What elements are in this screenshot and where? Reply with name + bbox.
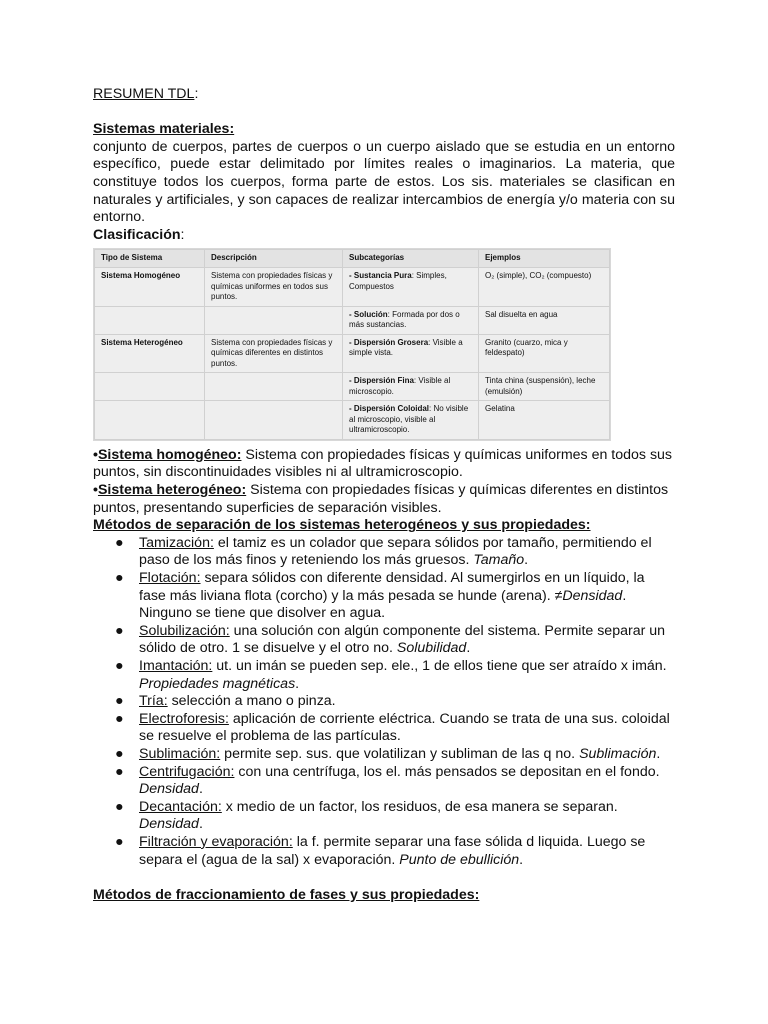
table-cell-descripcion: [205, 306, 343, 334]
table-cell-ejemplo: Tinta china (suspensión), leche (emulsión): [479, 373, 610, 401]
table-row: [95, 268, 610, 307]
list-item: ● Centrifugación: con una centrífuga, los el. más pensados se depositan en el fondo. Densidad.: [115, 763, 660, 798]
table-cell-descripcion: [205, 401, 343, 440]
table-row: [95, 401, 610, 440]
table-cell-tipo: Sistema Heterogéneo: [95, 334, 205, 373]
table-cell-ejemplo: Gelatina: [479, 401, 610, 440]
bullet-icon: ●: [115, 745, 124, 762]
table-cell-subcategoria: - Sustancia Pura: Simples, Compuestos: [343, 268, 479, 307]
table-cell-descripcion: Sistema con propiedades físicas y químicas diferentes en distintos puntos.: [205, 334, 343, 373]
classification-table: [93, 248, 611, 441]
classification-label: Clasificación:: [93, 226, 185, 243]
list-item: ● Filtración y evaporación: la f. permite separar una fase sólida d liquida. Luego se separa el (agua de la sal) x evaporación. Punto de ebullición.: [115, 833, 646, 868]
section-body-sistemas-materiales: conjunto de cuerpos, partes de cuerpos o un cuerpo aislado que se estudia en un entorno específico, puede estar delimitado por límites reales o imaginarios. La materia, que constituye todos los cuerpos, forma parte de estos. Los sis. materiales se clasifican en naturales y artificiales, y son capaces de realizar intercambios de energía y/o materia con su entorno.: [93, 138, 675, 226]
section-heading-sistemas-materiales: Sistemas materiales:: [93, 121, 235, 138]
section-heading-metodos-separacion: Métodos de separación de los sistemas heterogéneos y sus propiedades:: [93, 517, 591, 534]
table-header-cell: Subcategorías: [343, 250, 479, 268]
table-header-cell: Ejemplos: [479, 250, 610, 268]
table-cell-tipo: [95, 373, 205, 401]
table-row: [95, 306, 610, 334]
table-cell-subcategoria: - Solución: Formada por dos o más sustancias.: [343, 306, 479, 334]
table-cell-tipo: [95, 401, 205, 440]
table-cell-subcategoria: - Dispersión Grosera: Visible a simple vista.: [343, 334, 479, 373]
bullet-icon: ●: [115, 798, 124, 815]
table-cell-descripcion: [205, 373, 343, 401]
separation-methods-list: [93, 535, 675, 869]
list-item: ● Tría: selección a mano o pinza.: [115, 693, 336, 710]
table-header-cell: Descripción: [205, 250, 343, 268]
bullet-icon: ●: [115, 534, 124, 551]
table-header-row: [95, 250, 610, 268]
bullet-icon: ●: [115, 710, 124, 727]
table-row: [95, 334, 610, 373]
list-item: ● Solubilización: una solución con algún componente del sistema. Permite separar un sólido de otro. 1 se disuelve y el otro no. Solubilidad.: [115, 622, 666, 657]
bullet-icon: ●: [115, 763, 124, 780]
definition-heterogeneo: •Sistema heterogéneo: Sistema con propiedades físicas y químicas diferentes en distintos puntos, presentando superficies de separación visibles.: [93, 482, 669, 516]
table-cell-tipo: [95, 306, 205, 334]
table-cell-tipo: Sistema Homogéneo: [95, 268, 205, 307]
document-title: RESUMEN TDL:: [93, 86, 199, 102]
list-item: ● Imantación: ut. un imán se pueden sep. ele., 1 de ellos tiene que ser atraído x imán. Propiedades magnéticas.: [115, 657, 667, 692]
table-cell-subcategoria: - Dispersión Coloidal: No visible al microscopio, visible al ultramicroscopio.: [343, 401, 479, 440]
bullet-icon: ●: [115, 657, 124, 674]
definition-homogeneo: •Sistema homogéneo: Sistema con propiedades físicas y químicas uniformes en todos sus puntos, sin discontinuidades visibles ni al ultramicroscopio.: [93, 446, 673, 481]
list-item: ● Flotación: separa sólidos con diferente densidad. Al sumergirlos en un líquido, la fase más liviana flota (corcho) y la más pesada se hunde (arena). ≠Densidad. Ninguno se tiene que disolver en agua.: [115, 570, 645, 622]
table-cell-ejemplo: Granito (cuarzo, mica y feldespato): [479, 334, 610, 373]
list-item: ● Decantación: x medio de un factor, los residuos, de esa manera se separan. Densidad.: [115, 798, 618, 833]
table-header-cell: Tipo de Sistema: [95, 250, 205, 268]
document-page: [93, 86, 675, 904]
list-item: ● Tamización: el tamiz es un colador que separa sólidos por tamaño, permitiendo el paso de los más finos y reteniendo los más gruesos. Tamaño.: [115, 534, 652, 569]
list-item: ● Electroforesis: aplicación de corriente eléctrica. Cuando se trata de una sus. coloidal se resuelve el problema de las partículas.: [115, 710, 670, 745]
table-cell-descripcion: Sistema con propiedades físicas y químicas uniformes en todos sus puntos.: [205, 268, 343, 307]
table-cell-ejemplo: O₂ (simple), CO₂ (compuesto): [479, 268, 610, 307]
section-heading-metodos-fraccionamiento: Métodos de fraccionamiento de fases y sus propiedades:: [93, 886, 480, 903]
bullet-icon: ●: [115, 693, 124, 710]
table-row: [95, 373, 610, 401]
bullet-icon: ●: [115, 622, 124, 639]
table-cell-subcategoria: - Dispersión Fina: Visible al microscopio.: [343, 373, 479, 401]
list-item: ● Sublimación: permite sep. sus. que volatilizan y subliman de las q no. Sublimación.: [115, 745, 661, 762]
bullet-icon: ●: [115, 833, 124, 850]
bullet-icon: ●: [115, 570, 124, 586]
table-cell-ejemplo: Sal disuelta en agua: [479, 306, 610, 334]
